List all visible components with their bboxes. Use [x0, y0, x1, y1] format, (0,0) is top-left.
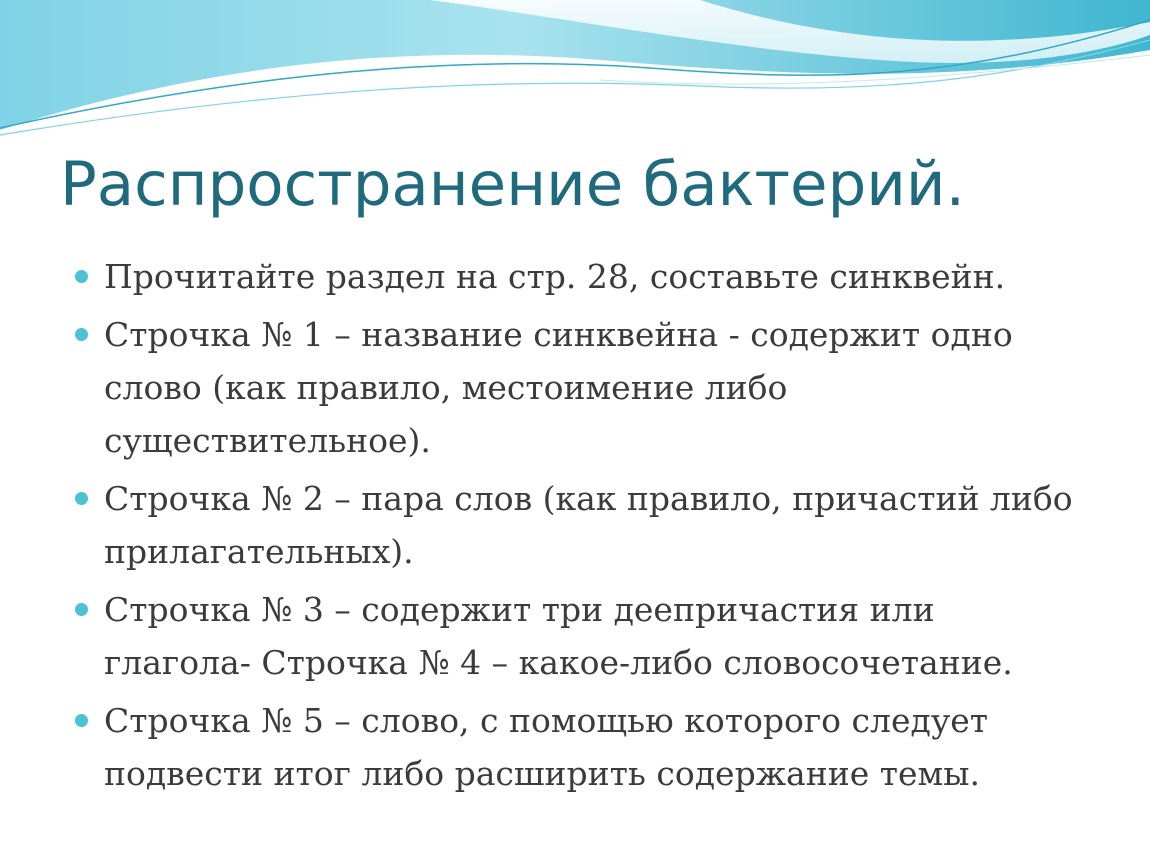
decorative-wave-header [0, 0, 1150, 140]
bullet-list [72, 250, 1082, 805]
bullet-text: Прочитайте раздел на стр. 28, составьте синквейн. [104, 257, 1006, 296]
bullet-text: Строчка № 1 – название синквейна - содержит одно слово (как правило, местоимение либо существительное). [104, 315, 1013, 460]
bullet-item [72, 694, 1082, 800]
bullet-text: Строчка № 5 – слово, с помощью которого следует подвести итог либо расширить содержание темы. [104, 701, 989, 793]
bullet-text: Строчка № 2 – пара слов (как правило, причастий либо прилагательных). [104, 479, 1073, 571]
bullet-text: Строчка № 3 – содержит три деепричастия или глагола- Строчка № 4 – какое-либо словосочетание. [104, 590, 1013, 682]
bullet-item [72, 250, 1082, 303]
bullet-icon [75, 714, 88, 727]
slide-title: Распространение бактерий. [60, 149, 965, 220]
bullet-icon [75, 492, 88, 505]
bullet-item [72, 583, 1082, 689]
bullet-icon [75, 270, 88, 283]
bullet-item [72, 308, 1082, 467]
bullet-item [72, 472, 1082, 578]
bullet-icon [75, 328, 88, 341]
bullet-icon [75, 603, 88, 616]
